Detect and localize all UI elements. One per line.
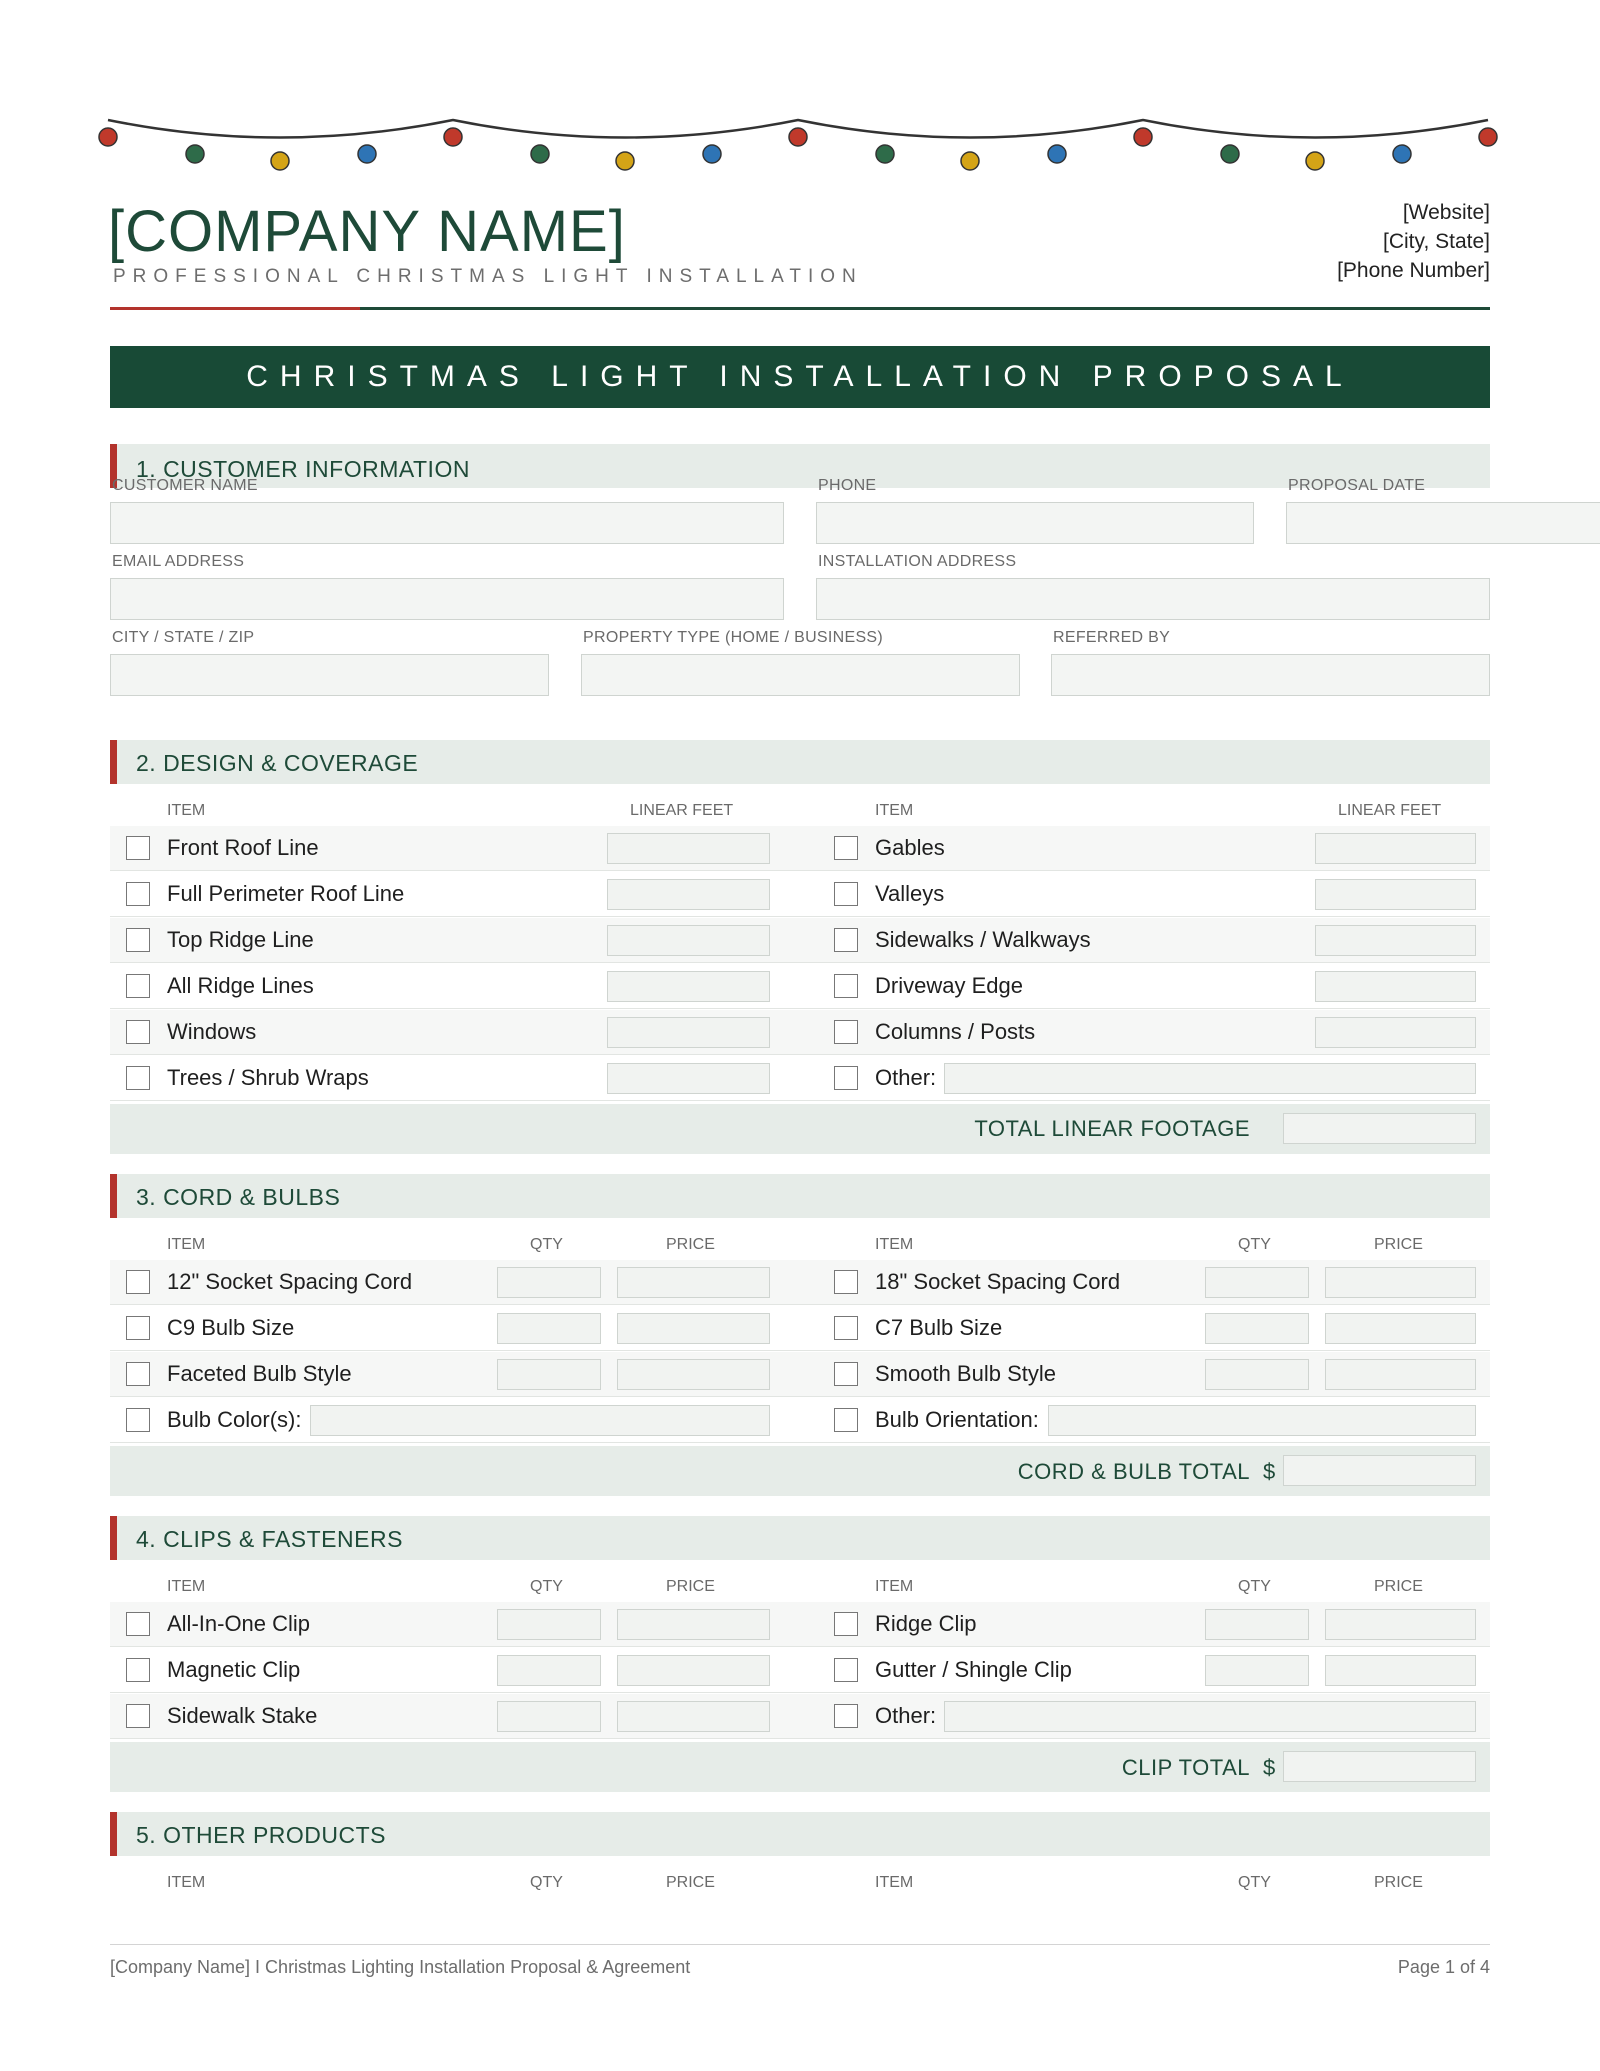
line-item-row bbox=[110, 1602, 1490, 1647]
section-accent-bar bbox=[110, 1516, 117, 1560]
item-label: All Ridge Lines bbox=[167, 973, 314, 998]
cord-bulb-total-label: CORD & BULB TOTAL bbox=[1017, 1459, 1250, 1484]
light-bulb-icon bbox=[1221, 145, 1239, 163]
section-5-header bbox=[110, 1812, 1490, 1856]
proposal-date-label: PROPOSAL DATE bbox=[1288, 477, 1426, 494]
item-label: 12" Socket Spacing Cord bbox=[167, 1269, 413, 1294]
item-label: Sidewalks / Walkways bbox=[875, 927, 1091, 952]
checkbox[interactable] bbox=[834, 928, 858, 952]
col-header-price: PRICE bbox=[1374, 1874, 1423, 1891]
other-description-field[interactable] bbox=[944, 1063, 1476, 1094]
company-tagline: PROFESSIONAL CHRISTMAS LIGHT INSTALLATION bbox=[113, 266, 863, 287]
checkbox[interactable] bbox=[126, 1270, 150, 1294]
col-header-item: ITEM bbox=[875, 1578, 914, 1595]
checkbox[interactable] bbox=[126, 1408, 150, 1432]
total-linear-footage-label: TOTAL LINEAR FOOTAGE bbox=[974, 1116, 1250, 1141]
light-bulb-icon bbox=[876, 145, 894, 163]
qty-field[interactable] bbox=[497, 1609, 601, 1640]
section-1-header bbox=[110, 444, 1490, 488]
item-label: Sidewalk Stake bbox=[167, 1703, 318, 1728]
checkbox[interactable] bbox=[126, 882, 150, 906]
checkbox[interactable] bbox=[126, 1658, 150, 1682]
checkbox[interactable] bbox=[126, 928, 150, 952]
linear-feet-field[interactable] bbox=[1315, 833, 1476, 864]
clip-total-row bbox=[110, 1742, 1490, 1792]
section-4-title: 4. CLIPS & FASTENERS bbox=[136, 1526, 403, 1552]
price-field[interactable] bbox=[617, 1359, 770, 1390]
light-bulb-icon bbox=[703, 145, 721, 163]
light-bulb-icon bbox=[186, 145, 204, 163]
light-bulb-icon bbox=[961, 152, 979, 170]
checkbox[interactable] bbox=[126, 1612, 150, 1636]
customer-name-label: CUSTOMER NAME bbox=[112, 477, 258, 494]
col-header-price: PRICE bbox=[1374, 1236, 1423, 1253]
checkbox[interactable] bbox=[126, 1362, 150, 1386]
price-field[interactable] bbox=[1325, 1359, 1476, 1390]
qty-field[interactable] bbox=[497, 1655, 601, 1686]
light-bulb-icon bbox=[1393, 145, 1411, 163]
currency-symbol: $ bbox=[1263, 1459, 1276, 1484]
qty-field[interactable] bbox=[1205, 1359, 1309, 1390]
item-label: Top Ridge Line bbox=[167, 927, 314, 952]
light-bulb-icon bbox=[616, 152, 634, 170]
price-field[interactable] bbox=[1325, 1609, 1476, 1640]
total-linear-footage-row bbox=[110, 1104, 1490, 1154]
section-2-header bbox=[110, 740, 1490, 784]
section-accent-bar bbox=[110, 1812, 117, 1856]
qty-field[interactable] bbox=[1205, 1267, 1309, 1298]
cord-bulb-total-field[interactable] bbox=[1283, 1455, 1476, 1486]
checkbox[interactable] bbox=[834, 1316, 858, 1340]
item-label: 18" Socket Spacing Cord bbox=[875, 1269, 1121, 1294]
item-label: All-In-One Clip bbox=[167, 1611, 311, 1636]
checkbox[interactable] bbox=[834, 1270, 858, 1294]
checkbox[interactable] bbox=[834, 1704, 858, 1728]
referred-by-field[interactable] bbox=[1051, 654, 1490, 696]
city-state-zip-field[interactable] bbox=[110, 654, 549, 696]
item-label: Bulb Color(s): bbox=[167, 1407, 302, 1432]
section-1-title: 1. CUSTOMER INFORMATION bbox=[136, 456, 470, 482]
col-header-item: ITEM bbox=[167, 1874, 206, 1891]
line-item-row bbox=[110, 1306, 1490, 1351]
item-label: Valleys bbox=[875, 881, 945, 906]
col-header-linear-feet: LINEAR FEET bbox=[630, 802, 734, 819]
col-header-item: ITEM bbox=[875, 1874, 914, 1891]
qty-field[interactable] bbox=[497, 1359, 601, 1390]
qty-field[interactable] bbox=[497, 1701, 601, 1732]
line-item-row bbox=[110, 1648, 1490, 1693]
website: [Website] bbox=[1402, 201, 1490, 224]
section-accent-bar bbox=[110, 1174, 117, 1218]
item-label: Other: bbox=[875, 1065, 937, 1090]
customer-name-field[interactable] bbox=[110, 502, 784, 544]
referred-by-label: REFERRED BY bbox=[1053, 629, 1171, 646]
linear-feet-field[interactable] bbox=[607, 1017, 770, 1048]
item-label: C9 Bulb Size bbox=[167, 1315, 295, 1340]
item-label: Full Perimeter Roof Line bbox=[167, 881, 405, 906]
section-2-title: 2. DESIGN & COVERAGE bbox=[136, 750, 419, 776]
header-rule-red bbox=[110, 307, 360, 310]
item-label: Ridge Clip bbox=[875, 1611, 977, 1636]
qty-field[interactable] bbox=[1205, 1609, 1309, 1640]
item-label: Gables bbox=[875, 835, 945, 860]
checkbox[interactable] bbox=[126, 1020, 150, 1044]
price-field[interactable] bbox=[1325, 1313, 1476, 1344]
installation-address-label: INSTALLATION ADDRESS bbox=[818, 553, 1017, 570]
col-header-item: ITEM bbox=[875, 1236, 914, 1253]
item-label: Faceted Bulb Style bbox=[167, 1361, 352, 1386]
light-bulb-icon bbox=[1134, 128, 1152, 146]
checkbox[interactable] bbox=[126, 1316, 150, 1340]
description-field[interactable] bbox=[1048, 1405, 1476, 1436]
light-bulb-icon bbox=[358, 145, 376, 163]
linear-feet-field[interactable] bbox=[607, 833, 770, 864]
col-header-price: PRICE bbox=[666, 1236, 715, 1253]
design-coverage-row bbox=[110, 826, 1490, 871]
company-name: [COMPANY NAME] bbox=[108, 199, 626, 264]
total-linear-footage-field[interactable] bbox=[1283, 1113, 1476, 1144]
light-bulb-icon bbox=[531, 145, 549, 163]
price-field[interactable] bbox=[617, 1313, 770, 1344]
line-item-row bbox=[110, 1694, 1490, 1739]
cord-bulb-total-row bbox=[110, 1446, 1490, 1496]
col-header-qty: QTY bbox=[1238, 1578, 1271, 1595]
proposal-date-field[interactable] bbox=[1286, 502, 1600, 544]
item-label: Magnetic Clip bbox=[167, 1657, 301, 1682]
city-state: [City, State] bbox=[1383, 230, 1490, 253]
section-4-header bbox=[110, 1516, 1490, 1560]
item-label: Trees / Shrub Wraps bbox=[167, 1065, 369, 1090]
col-header-item: ITEM bbox=[167, 1236, 206, 1253]
proposal-banner: CHRISTMAS LIGHT INSTALLATION PROPOSAL bbox=[110, 346, 1490, 408]
price-field[interactable] bbox=[617, 1267, 770, 1298]
col-header-qty: QTY bbox=[1238, 1874, 1271, 1891]
item-label: Windows bbox=[167, 1019, 257, 1044]
checkbox[interactable] bbox=[834, 1066, 858, 1090]
design-coverage-row bbox=[110, 964, 1490, 1009]
linear-feet-field[interactable] bbox=[607, 1063, 770, 1094]
installation-address-field[interactable] bbox=[816, 578, 1490, 620]
linear-feet-field[interactable] bbox=[1315, 879, 1476, 910]
design-coverage-row bbox=[110, 918, 1490, 963]
col-header-price: PRICE bbox=[666, 1874, 715, 1891]
checkbox[interactable] bbox=[834, 1658, 858, 1682]
footer-rule bbox=[110, 1944, 1490, 1945]
qty-field[interactable] bbox=[497, 1267, 601, 1298]
property-type-label: PROPERTY TYPE (HOME / BUSINESS) bbox=[583, 629, 884, 646]
checkbox[interactable] bbox=[126, 1066, 150, 1090]
checkbox[interactable] bbox=[834, 1362, 858, 1386]
item-label: Bulb Orientation: bbox=[875, 1407, 1039, 1432]
linear-feet-field[interactable] bbox=[1315, 971, 1476, 1002]
item-label: Smooth Bulb Style bbox=[875, 1361, 1056, 1386]
col-header-item: ITEM bbox=[167, 802, 206, 819]
light-bulb-icon bbox=[444, 128, 462, 146]
checkbox[interactable] bbox=[126, 974, 150, 998]
currency-symbol: $ bbox=[1263, 1755, 1276, 1780]
checkbox[interactable] bbox=[834, 836, 858, 860]
linear-feet-field[interactable] bbox=[607, 879, 770, 910]
footer-document-title: [Company Name] I Christmas Lighting Installation Proposal & Agreement bbox=[110, 1957, 691, 1977]
line-item-row bbox=[110, 1398, 1490, 1443]
design-coverage-row bbox=[110, 1056, 1490, 1101]
phone-number: [Phone Number] bbox=[1337, 259, 1490, 282]
section-accent-bar bbox=[110, 740, 117, 784]
checkbox[interactable] bbox=[834, 974, 858, 998]
phone-label: PHONE bbox=[818, 477, 877, 494]
price-field[interactable] bbox=[617, 1701, 770, 1732]
section-3-header bbox=[110, 1174, 1490, 1218]
line-item-row bbox=[110, 1352, 1490, 1397]
col-header-qty: QTY bbox=[1238, 1236, 1271, 1253]
string-lights-decoration bbox=[0, 100, 1600, 180]
email-field[interactable] bbox=[110, 578, 784, 620]
col-header-item: ITEM bbox=[875, 802, 914, 819]
price-field[interactable] bbox=[1325, 1655, 1476, 1686]
clip-total-field[interactable] bbox=[1283, 1751, 1476, 1782]
col-header-qty: QTY bbox=[530, 1236, 563, 1253]
light-bulb-icon bbox=[1306, 152, 1324, 170]
col-header-qty: QTY bbox=[530, 1874, 563, 1891]
checkbox[interactable] bbox=[834, 1020, 858, 1044]
linear-feet-field[interactable] bbox=[607, 925, 770, 956]
checkbox[interactable] bbox=[834, 1612, 858, 1636]
linear-feet-field[interactable] bbox=[1315, 1017, 1476, 1048]
linear-feet-field[interactable] bbox=[607, 971, 770, 1002]
linear-feet-field[interactable] bbox=[1315, 925, 1476, 956]
item-label: Driveway Edge bbox=[875, 973, 1023, 998]
item-label: Columns / Posts bbox=[875, 1019, 1036, 1044]
checkbox[interactable] bbox=[834, 882, 858, 906]
item-label: Other: bbox=[875, 1703, 937, 1728]
qty-field[interactable] bbox=[1205, 1313, 1309, 1344]
clip-total-label: CLIP TOTAL bbox=[1121, 1755, 1250, 1780]
checkbox[interactable] bbox=[126, 836, 150, 860]
section-3-title: 3. CORD & BULBS bbox=[136, 1184, 341, 1210]
qty-field[interactable] bbox=[1205, 1655, 1309, 1686]
col-header-linear-feet: LINEAR FEET bbox=[1338, 802, 1442, 819]
design-coverage-row bbox=[110, 872, 1490, 917]
light-bulb-icon bbox=[789, 128, 807, 146]
description-field[interactable] bbox=[944, 1701, 1476, 1732]
col-header-price: PRICE bbox=[1374, 1578, 1423, 1595]
col-header-price: PRICE bbox=[666, 1578, 715, 1595]
line-item-row bbox=[110, 1260, 1490, 1305]
email-label: EMAIL ADDRESS bbox=[112, 553, 245, 570]
light-bulb-icon bbox=[1479, 128, 1497, 146]
checkbox[interactable] bbox=[834, 1408, 858, 1432]
footer-page-number: Page 1 of 4 bbox=[1397, 1957, 1490, 1977]
qty-field[interactable] bbox=[497, 1313, 601, 1344]
header-rule-green bbox=[360, 307, 1490, 310]
col-header-qty: QTY bbox=[530, 1578, 563, 1595]
item-label: Front Roof Line bbox=[167, 835, 319, 860]
property-type-field[interactable] bbox=[581, 654, 1020, 696]
item-label: Gutter / Shingle Clip bbox=[875, 1657, 1072, 1682]
checkbox[interactable] bbox=[126, 1704, 150, 1728]
price-field[interactable] bbox=[617, 1655, 770, 1686]
contact-block bbox=[1337, 198, 1490, 285]
item-label: C7 Bulb Size bbox=[875, 1315, 1003, 1340]
light-bulb-icon bbox=[1048, 145, 1066, 163]
col-header-item: ITEM bbox=[167, 1578, 206, 1595]
price-field[interactable] bbox=[1325, 1267, 1476, 1298]
phone-field[interactable] bbox=[816, 502, 1254, 544]
light-bulb-icon bbox=[271, 152, 289, 170]
description-field[interactable] bbox=[310, 1405, 770, 1436]
section-5-title: 5. OTHER PRODUCTS bbox=[136, 1822, 387, 1848]
design-coverage-row bbox=[110, 1010, 1490, 1055]
price-field[interactable] bbox=[617, 1609, 770, 1640]
light-bulb-icon bbox=[99, 128, 117, 146]
city-state-zip-label: CITY / STATE / ZIP bbox=[112, 629, 255, 646]
